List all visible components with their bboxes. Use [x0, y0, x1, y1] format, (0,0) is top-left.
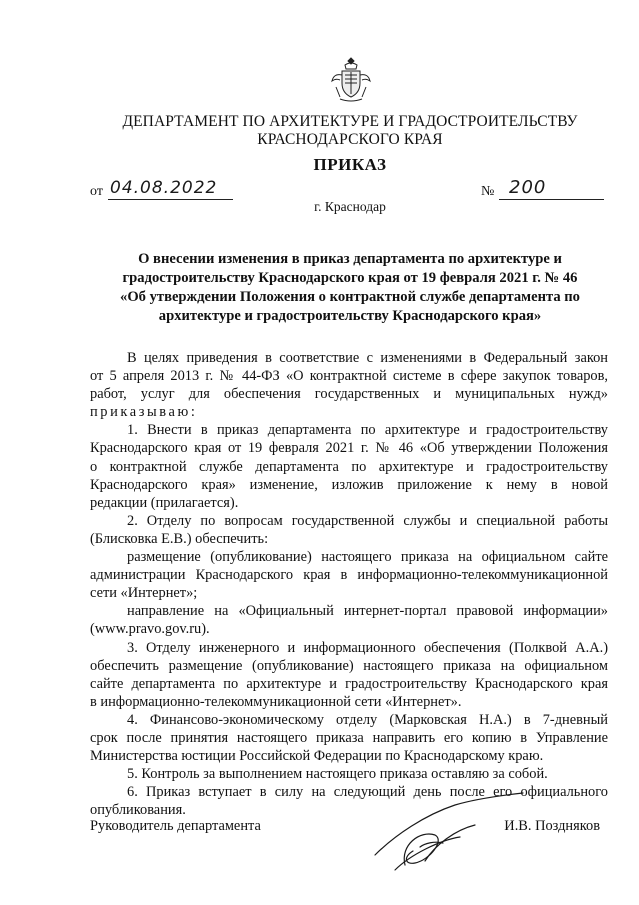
body-line: размещение (опубликование) настоящего приказа на официальном сайте: [127, 549, 608, 566]
body-line: Министерства юстиции Российской Федерации по Краснодарскому краю.: [90, 748, 544, 765]
body-line: сети «Интернет»;: [90, 585, 198, 602]
body-line: 5. Контроль за выполнением настоящего приказа оставляю за собой.: [127, 766, 548, 783]
handwritten-number: 200: [509, 177, 547, 198]
handwritten-signature: [365, 785, 525, 875]
signatory-position: Руководитель департамента: [90, 818, 261, 834]
body-line: в информационно-телекоммуникационной сети «Интернет».: [90, 693, 462, 710]
body-line: 2. Отделу по вопросам государственной службы и специальной работы: [127, 512, 608, 529]
body-line: редакции (прилагается).: [90, 494, 239, 511]
body-line: опубликования.: [90, 802, 186, 819]
number-sign-label: №: [481, 184, 495, 199]
body-line: администрации Краснодарского края в информационно-телекоммуникационной: [90, 567, 608, 584]
body-line: приказываю:: [90, 404, 198, 421]
coat-of-arms-emblem-icon: [330, 55, 372, 103]
body-line: 4. Финансово-экономическому отделу (Марковская Н.А.) в 7-дневный: [127, 711, 608, 728]
date-prefix-label: от: [90, 184, 103, 199]
title-line: градостроительству Краснодарского края от 19 февраля 2021 г. № 46: [122, 270, 578, 286]
body-line: срок после принятия настоящего приказа направить его копию в Управление: [90, 729, 608, 746]
signatory-name: И.В. Поздняков: [504, 818, 600, 834]
body-line: направление на «Официальный интернет-портал правовой информации»: [127, 603, 608, 620]
city-label: г. Краснодар: [314, 199, 386, 214]
body-line: Краснодарского края от 19 февраля 2021 г. № 46 «Об утверждении Положения: [90, 440, 608, 457]
document-type-heading: ПРИКАЗ: [313, 155, 387, 174]
body-line: (Блисковка Е.В.) обеспечить:: [90, 530, 269, 547]
body-line: 3. Отделу инженерного и информационного обеспечения (Полквой А.А.): [127, 639, 608, 656]
body-line: от 5 апреля 2013 г. № 44-ФЗ «О контрактной системе в сфере закупок товаров,: [90, 368, 608, 385]
organization-name-line-1: ДЕПАРТАМЕНТ ПО АРХИТЕКТУРЕ И ГРАДОСТРОИТЕЛЬСТВУ: [122, 113, 578, 130]
body-line: (www.pravo.gov.ru).: [90, 621, 210, 638]
body-line: сайте департамента по архитектуре и градостроительству Краснодарского края: [90, 675, 608, 692]
order-title: [100, 250, 600, 326]
order-body-text: [90, 349, 608, 819]
body-line: В целях приведения в соответствие с изменениями в Федеральный закон: [127, 350, 608, 366]
body-line: 1. Внести в приказ департамента по архитектуре и градостроительству: [127, 422, 608, 439]
body-line: Краснодарского края» изменение, изложив приложение к нему в новой: [90, 476, 608, 493]
handwritten-date: 04.08.2022: [110, 178, 218, 198]
title-line: «Об утверждении Положения о контрактной службе департамента по: [120, 289, 580, 305]
title-line: архитектуре и градостроительству Краснодарского края»: [158, 308, 542, 324]
body-line: работ, услуг для обеспечения государственных и муниципальных нужд»: [90, 386, 608, 403]
title-line: О внесении изменения в приказ департамента по архитектуре и: [138, 251, 562, 267]
body-line: обеспечить размещение (опубликование) настоящего приказа на официальном: [90, 657, 608, 674]
body-line: 6. Приказ вступает в силу на следующий день после его официального: [127, 784, 608, 801]
organization-name-line-2: КРАСНОДАРСКОГО КРАЯ: [257, 131, 443, 148]
body-line: о контрактной службе департамента по архитектуре и градостроительству: [90, 458, 608, 475]
